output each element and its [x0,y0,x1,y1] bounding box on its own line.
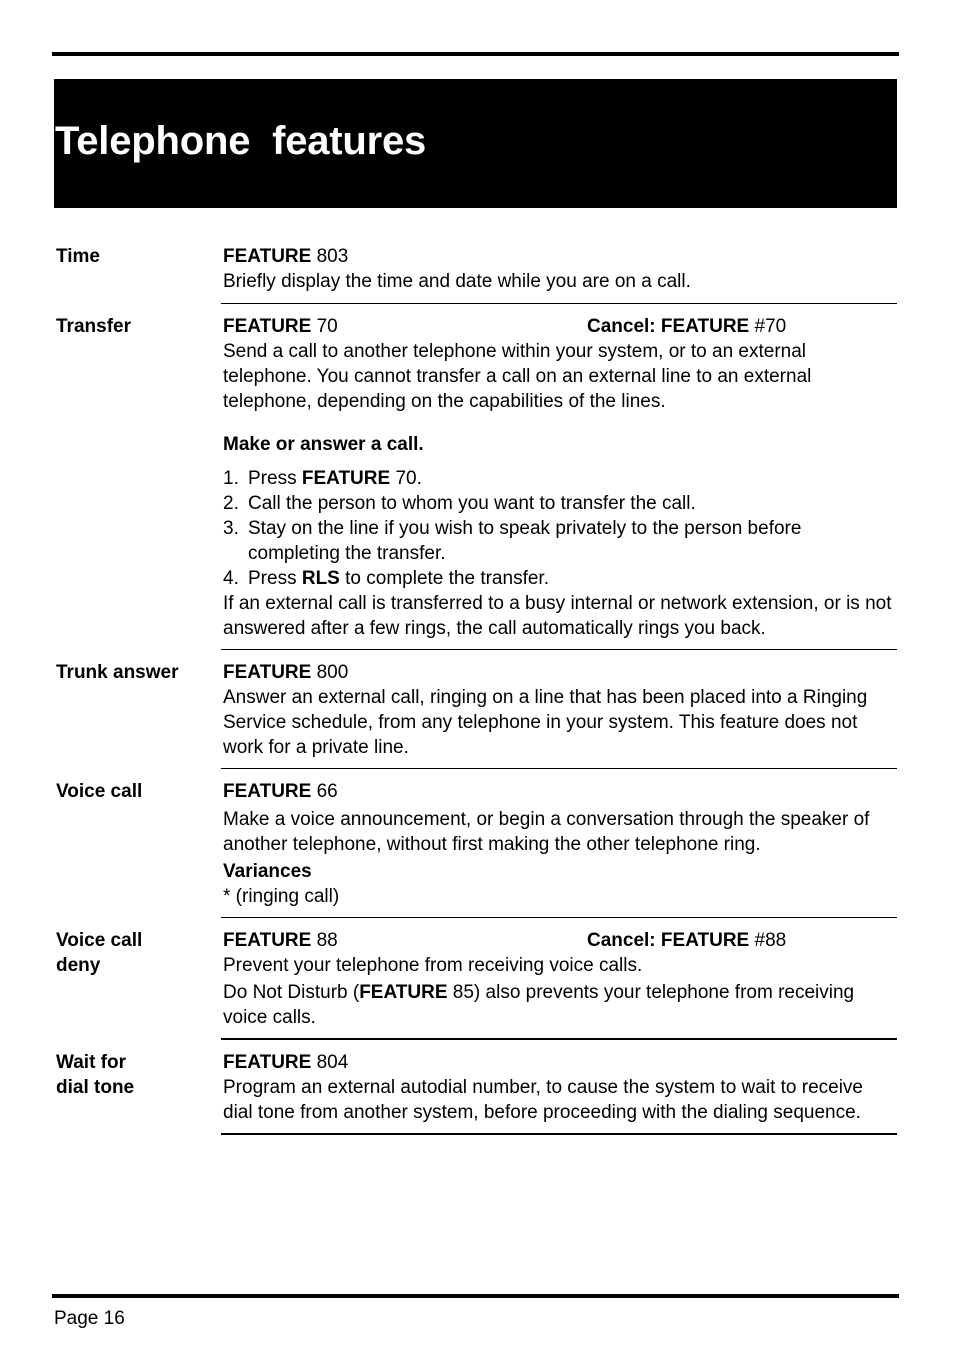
feature-word: FEATURE [223,930,312,951]
step-number: 1. [223,468,239,489]
entry-label [56,928,223,1030]
step-number: 2. [223,493,239,514]
entry-label [56,1050,223,1125]
note-pre: Do Not Disturb ( [223,982,360,1003]
entry-description: Send a call to another telephone within your system, or to an external telephone. You cannot transfer a call on an external line to an external telephone, depending on the capabilities of the lines. [223,341,812,412]
entry-body [223,1050,897,1125]
entry-voice-call [56,779,897,909]
feature-code-line [223,660,897,685]
feature-word: FEATURE [223,662,312,683]
step-pre: Press [248,468,302,489]
step-text [248,566,549,591]
entry-note [223,980,897,1030]
entry-description: Answer an external call, ringing on a line that has been placed into a Ringing Service schedule, from any telephone in your system. This feature does not work for a private line. [223,687,868,758]
cancel-label: Cancel: FEATURE [587,316,750,337]
note-post: 85) also prevents your telephone from receiving voice calls. [223,982,855,1028]
entry-label: Trunk answer [56,662,179,683]
step-text [248,516,897,566]
cancel-number: #70 [749,316,787,337]
note-bold: FEATURE [359,982,448,1003]
entry-body [223,779,897,909]
entry-description: Prevent your telephone from receiving voice calls. [223,955,643,976]
feature-code-line [223,928,897,953]
list-item [223,566,897,591]
step-pre: Press [248,568,302,589]
page-number: Page 16 [54,1308,125,1329]
entry-label: Time [56,246,101,267]
feature-word: FEATURE [223,246,312,267]
feature-code-line [223,779,897,804]
entry-body [223,244,897,294]
steps-list [223,466,897,591]
feature-code-line [223,244,897,269]
entry-time [56,244,897,294]
feature-word: FEATURE [223,781,312,802]
feature-code-line [223,1050,897,1075]
divider [221,768,897,769]
entry-label-line: dial tone [56,1077,135,1098]
cancel-label: Cancel: FEATURE [587,930,750,951]
entry-body [223,928,897,1030]
entry-body [223,314,897,641]
feature-code: 88 [311,930,338,951]
divider [221,1038,897,1040]
divider [221,1133,897,1135]
cancel-code [587,928,786,953]
variances-text: * (ringing call) [223,886,340,907]
list-item [223,491,897,516]
entry-transfer [56,314,897,641]
feature-code: 804 [311,1052,349,1073]
page-title: Telephone features [55,119,427,163]
list-item [223,516,897,566]
entry-description: Briefly display the time and date while you are on a call. [223,271,691,292]
cancel-code [587,314,786,339]
title-banner [54,79,897,208]
feature-code: 70 [311,316,338,337]
entry-label-line: Wait for [56,1052,127,1073]
entry-description: Make a voice announcement, or begin a conversation through the speaker of another telephone, without first making the other telephone ring. [223,809,870,855]
step-text [248,466,422,491]
entry-label: Transfer [56,316,131,337]
feature-code: 800 [311,662,349,683]
entry-wait-for-dial-tone [56,1050,897,1125]
entry-note: If an external call is transferred to a busy internal or network extension, or is not answered after a few rings, the call automatically rings you back. [223,593,892,639]
feature-list [56,244,897,1135]
entry-label-line: Voice call [56,930,143,951]
step-number: 4. [223,568,239,589]
top-rule [52,52,899,56]
bottom-rule [52,1294,899,1298]
entry-body [223,660,897,760]
step-post: to complete the transfer. [339,568,549,589]
step-pre: Call the person to whom you want to transfer the call. [248,493,696,514]
divider [221,303,897,304]
step-number: 3. [223,518,239,539]
feature-code: 803 [311,246,349,267]
step-bold: FEATURE [301,468,391,489]
divider [221,649,897,650]
step-bold: RLS [301,568,340,589]
list-item [223,466,897,491]
entry-voice-call-deny [56,928,897,1030]
variances-heading: Variances [223,861,312,882]
feature-code-line [223,314,897,339]
entry-description: Program an external autodial number, to cause the system to wait to receive dial tone from another system, before proceeding with the dialing sequence. [223,1077,863,1123]
feature-word: FEATURE [223,316,312,337]
step-text [248,491,696,516]
cancel-number: #88 [749,930,787,951]
step-post: 70. [390,468,422,489]
entry-trunk-answer [56,660,897,760]
entry-label: Voice call [56,781,143,802]
feature-word: FEATURE [223,1052,312,1073]
step-pre: Stay on the line if you wish to speak privately to the person before completing the transfer. [248,518,802,564]
entry-label-line: deny [56,955,101,976]
divider [221,917,897,918]
subheading: Make or answer a call. [223,434,424,455]
feature-code: 66 [311,781,338,802]
